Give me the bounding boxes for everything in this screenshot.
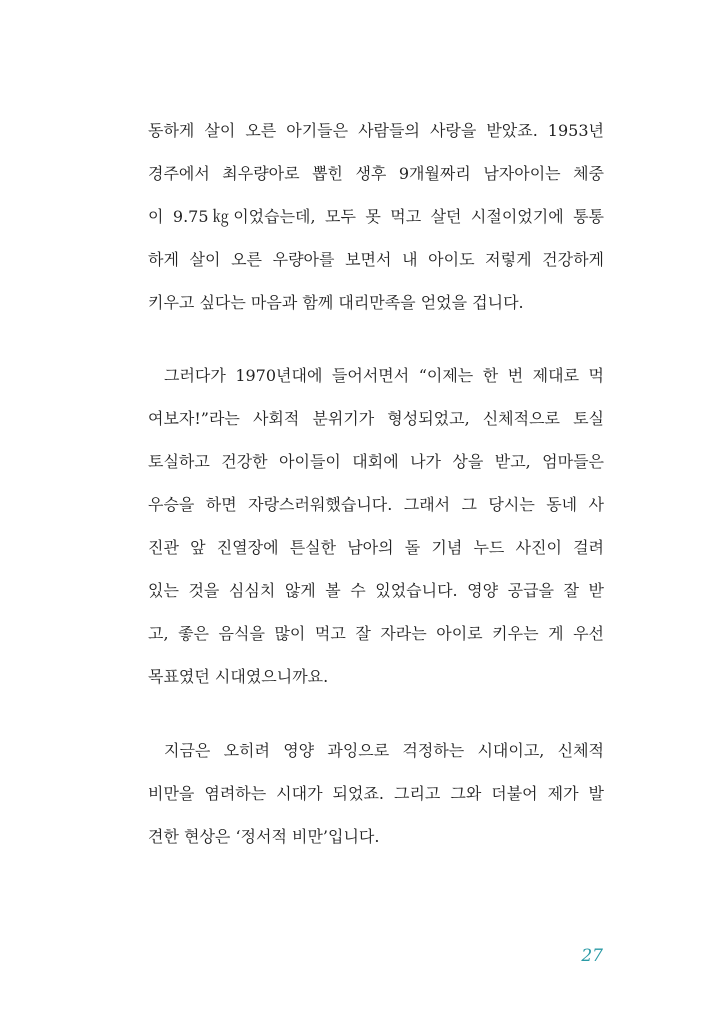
- text-line: 우승을 하면 자랑스러워했습니다. 그래서 그 당시는 동네 사: [148, 495, 604, 514]
- text-line: 이 9.75㎏이었습는데, 모두 못 먹고 살던 시절이었기에 통통: [148, 207, 604, 226]
- text-line: 경주에서 최우량아로 뽑힌 생후 9개월짜리 남자아이는 체중: [148, 164, 604, 183]
- text-line: 견한 현상은 ‘정서적 비만’입니다.: [148, 827, 380, 846]
- text-line: 여보자!”라는 사회적 분위기가 형성되었고, 신체적으로 토실: [148, 409, 604, 428]
- text-line: 지금은 오히려 영양 과잉으로 걱정하는 시대이고, 신체적: [164, 741, 604, 760]
- text-line: 하게 살이 오른 우량아를 보면서 내 아이도 저렇게 건강하게: [148, 250, 604, 269]
- text-line: 그러다가 1970년대에 들어서면서 “이제는 한 번 제대로 먹: [164, 366, 604, 385]
- text-line: 있는 것을 심심치 않게 볼 수 있었습니다. 영양 공급을 잘 받: [148, 581, 604, 600]
- text-line: 키우고 싶다는 마음과 함께 대리만족을 얻었을 겁니다.: [148, 293, 524, 312]
- page-number: 27: [581, 946, 603, 966]
- text-line: 토실하고 건강한 아이들이 대회에 나가 상을 받고, 엄마들은: [148, 452, 604, 471]
- text-line: 목표였던 시대였으니까요.: [148, 667, 329, 686]
- text-line: 비만을 염려하는 시대가 되었죠. 그리고 그와 더불어 제가 발: [148, 784, 604, 803]
- text-line: 고, 좋은 음식을 많이 먹고 잘 자라는 아이로 키우는 게 우선: [148, 624, 604, 643]
- text-line: 동하게 살이 오른 아기들은 사람들의 사랑을 받았죠. 1953년: [148, 121, 604, 140]
- text-line: 진관 앞 진열장에 튼실한 남아의 돌 기념 누드 사진이 걸려: [148, 538, 604, 557]
